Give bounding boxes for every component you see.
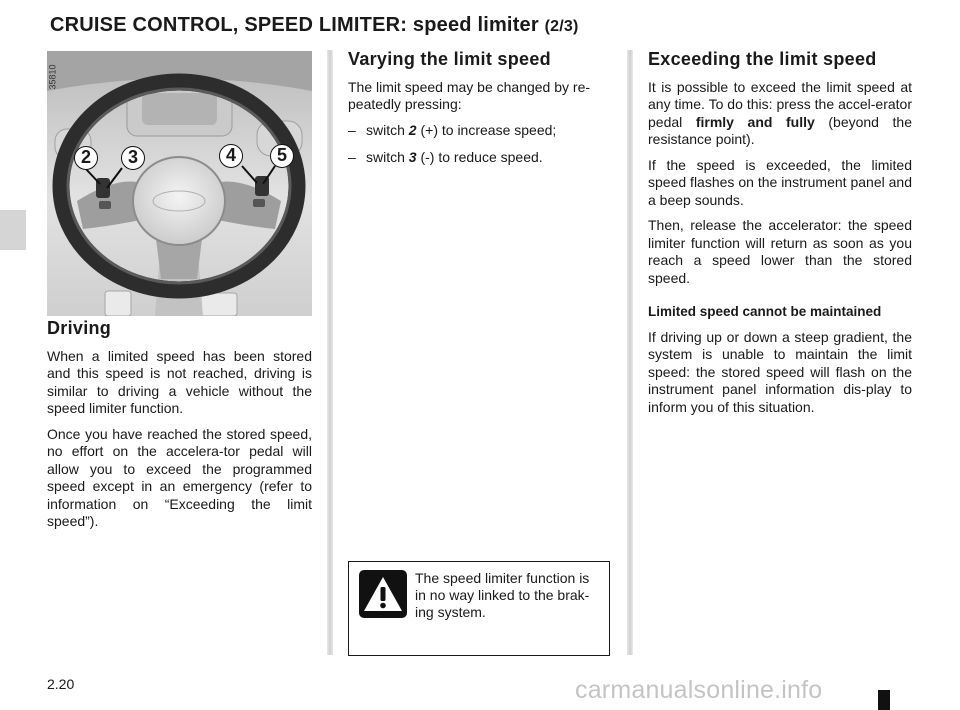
callout-2-label: 2 — [80, 147, 91, 167]
warning-box — [348, 561, 610, 656]
callout-2 — [74, 146, 98, 170]
switch-number: 3 — [408, 149, 417, 165]
column-divider-left — [327, 50, 333, 655]
list-item — [348, 149, 613, 167]
steering-wheel-illustration — [47, 51, 312, 316]
varying-section — [348, 51, 613, 177]
exceeding-text: (beyond the resistance point). — [648, 113, 912, 147]
exceeding-paragraph-2: If the speed is exceeded, the limited speed flashes on the instrument panel and a beep sounds. — [648, 156, 912, 208]
driving-heading: Driving — [47, 318, 112, 338]
callout-4-label: 4 — [225, 145, 236, 165]
watermark: carmanualsonline.info — [575, 676, 823, 704]
exceeding-paragraph-3: Then, release the accelerator: the speed limiter function will return as soon as you reach a speed lower than the stored speed. — [648, 217, 912, 286]
steering-wheel-figure — [47, 51, 312, 316]
varying-intro: The limit speed may be changed by re-peatedly pressing: — [348, 78, 591, 112]
figure-reference — [47, 56, 60, 96]
column-divider-right — [627, 50, 633, 655]
switch-number: 2 — [408, 121, 417, 138]
list-dash: – — [348, 121, 356, 138]
page-title-suffix: (2/3) — [544, 18, 579, 35]
callout-5 — [270, 144, 294, 168]
list-dash: – — [348, 149, 356, 165]
page-title — [50, 14, 579, 37]
list-item-prefix: switch — [366, 149, 409, 165]
driving-paragraph: Once you have reached the stored speed, no effort on the accelera-tor pedal will allow you to exceed the programmed speed except in an emergency (refer to information on “Exceeding the limit speed”). — [47, 425, 312, 529]
exceeding-paragraph-4: If driving up or down a steep gradient, the system is unable to maintain the limit speed: the stored speed will flash on the instrument panel information dis-play to inform you of this situation. — [648, 328, 912, 415]
callout-4 — [219, 144, 243, 168]
list-item-text: (-) to reduce speed. — [416, 149, 543, 165]
limited-speed-subheading: Limited speed cannot be maintained — [648, 304, 882, 319]
warning-triangle-icon — [359, 570, 407, 618]
page-title-text: CRUISE CONTROL, SPEED LIMITER: speed limiter — [50, 14, 539, 36]
warning-text: The speed limiter function is in no way linked to the brak-ing system. — [415, 570, 590, 620]
emphasis-text: firmly and fully — [695, 113, 815, 130]
list-item-text: (+) to increase speed; — [416, 121, 557, 138]
list-item-prefix: switch — [366, 121, 409, 138]
page-number: 2.20 — [47, 676, 75, 692]
section-tab-marker — [0, 210, 26, 250]
driving-paragraph: When a limited speed has been stored and this speed is not reached, driving is similar to driving a vehicle without the speed limiter function. — [47, 347, 312, 416]
varying-heading: Varying the limit speed — [348, 49, 551, 69]
exceeding-paragraph-1 — [648, 79, 912, 149]
exceeding-text: It is possible to exceed the limit speed at any time. To do this: press the accel-erator pedal — [648, 78, 912, 130]
corner-mark — [878, 690, 890, 710]
figure-reference-text: 35810 — [47, 64, 58, 90]
callout-5-label: 5 — [276, 145, 287, 165]
callout-3-label: 3 — [127, 147, 138, 167]
callout-3 — [121, 146, 145, 170]
driving-section — [47, 320, 312, 539]
exceeding-section — [648, 51, 912, 424]
exceeding-heading: Exceeding the limit speed — [648, 49, 877, 69]
list-item — [348, 122, 613, 140]
